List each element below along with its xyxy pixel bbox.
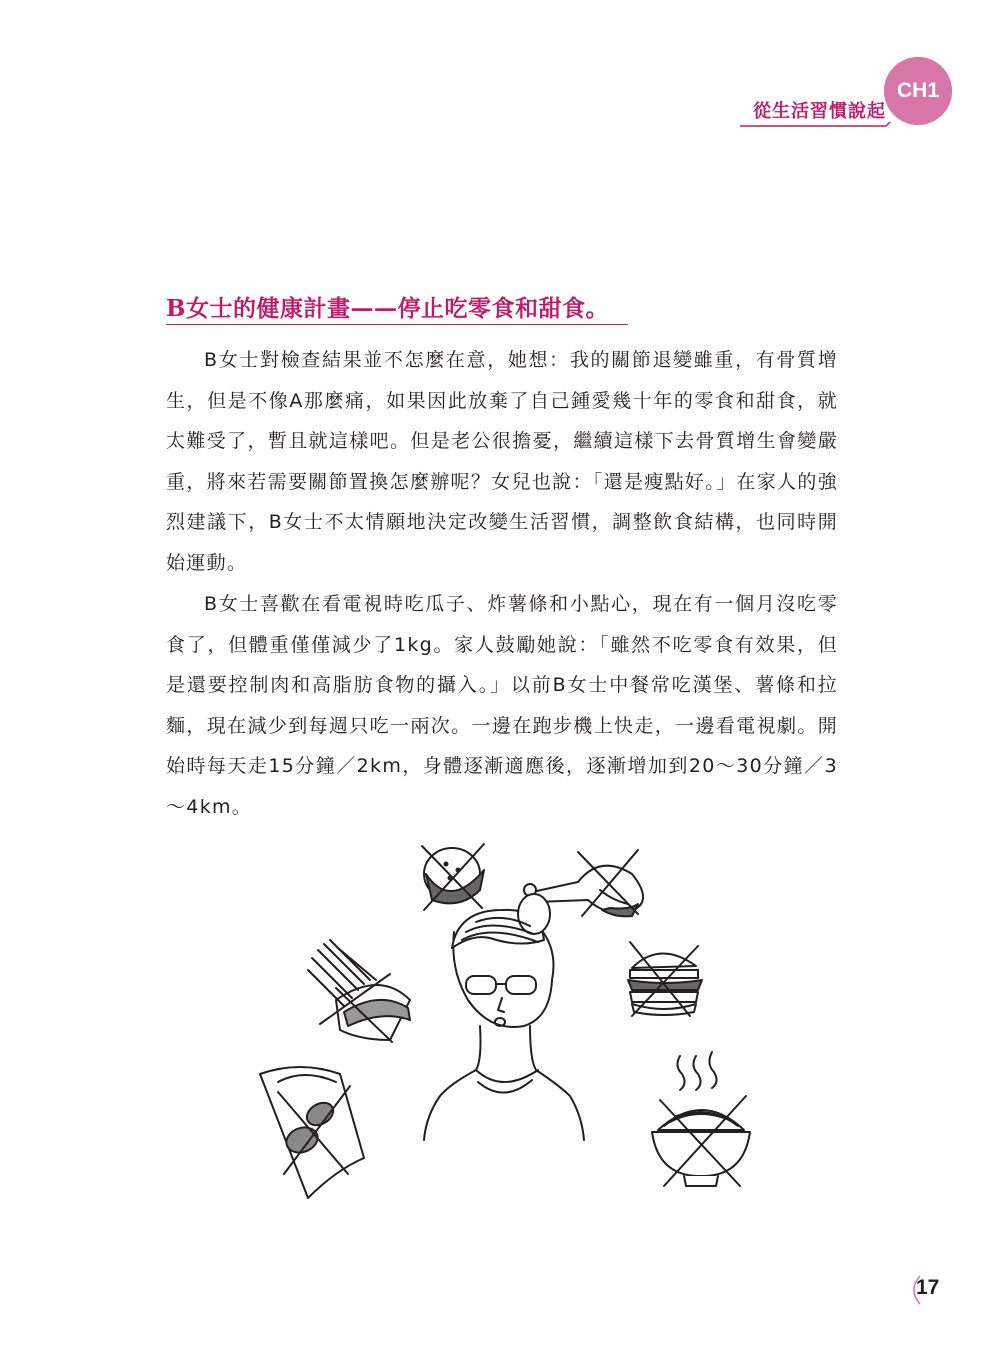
chapter-badge: CH1 [884,57,952,125]
snack-bag-crossed-icon [260,1067,364,1198]
diet-illustration [240,830,760,1210]
body-paragraph-1: B女士對檢查結果並不怎麼在意，她想：我的關節退變雖重，有骨質增生，但是不像A那麼痛，如果因此放棄了自己鍾愛幾十年的零食和甜食，就太難受了，暫且就這樣吧。但是老公很擔憂，繼續這樣下去骨質增生會變嚴重，將來若需要關節置換怎麼辦呢？女兒也說：「還是瘦點好。」在家人的強烈建議下，B女士不太情願地決定改變生活習慣，調整飲食結構，也同時開始運動。 [166,349,838,574]
body-paragraph-2: B女士喜歡在看電視時吃瓜子、炸薯條和小點心，現在有一個月沒吃零食了，但體重僅僅減少了1kg。家人鼓勵她說：「雖然不吃零食有效果，但是還要控制肉和高脂肪食物的攝入。」以前B女士中餐常吃漢堡、薯條和拉麵，現在減少到每週只吃一兩次。一邊在跑步機上快走，一邊看電視劇。開始時每天走15分鐘／2km，身體逐漸適應後，逐漸增加到20～30分鐘／3～4km。 [166,593,838,818]
chapter-underline [740,122,900,130]
section-heading: B女士的健康計畫——停止吃零食和甜食。 [166,295,609,322]
chapter-title: 從生活習慣說起 [753,101,886,122]
woman-portrait-icon [424,894,584,1140]
burger-crossed-icon [628,942,702,1016]
page-number: 17 [916,1276,940,1299]
bun-crossed-icon [422,844,484,910]
fries-crossed-icon [308,940,410,1042]
section-heading-underline [166,324,628,325]
noodle-bowl-crossed-icon [652,1052,750,1186]
